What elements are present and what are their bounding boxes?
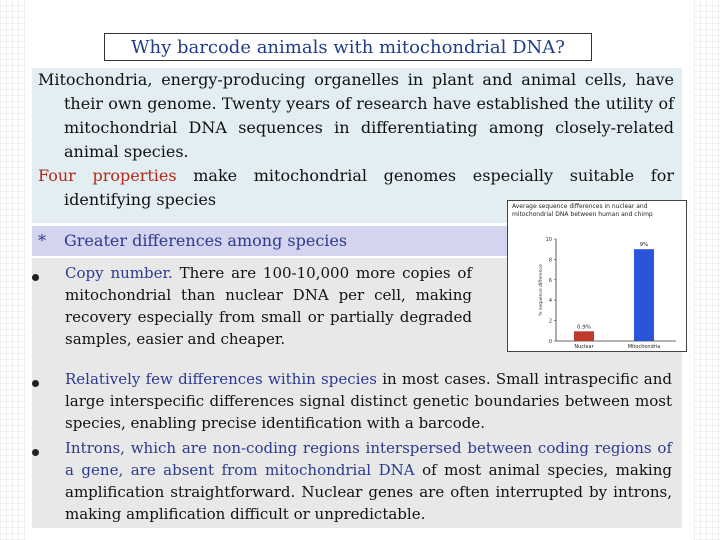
four-properties-highlight: Four properties xyxy=(38,166,177,185)
y-tick-label: 0 xyxy=(548,339,552,345)
y-tick-label: 8 xyxy=(548,257,552,264)
bar-data-label: 9% xyxy=(639,242,649,249)
y-axis-label: % sequence difference xyxy=(539,264,544,316)
category-label: Mitochondria xyxy=(627,344,661,350)
bullet-text: There are 100-10,000 more copies of mitochondrial than nuclear DNA per cell, making recovery especially from small or partially degraded samples, easier and cheaper. xyxy=(65,264,472,348)
right-grid-decoration xyxy=(694,0,720,540)
y-tick-label: 4 xyxy=(548,298,552,305)
bar-mitochondria xyxy=(634,249,654,341)
bullet-dot xyxy=(32,274,39,281)
properties-paragraph-rest: make mitochondrial genomes especially suitable for identifying species xyxy=(64,166,674,209)
sequence-difference-chart xyxy=(507,200,687,352)
bar-nuclear xyxy=(574,331,594,341)
left-grid-decoration xyxy=(0,0,26,540)
bullet-lead: Copy number. xyxy=(65,264,173,282)
bullet-few-differences xyxy=(32,368,672,434)
y-tick-label: 10 xyxy=(545,237,552,243)
bullet-dot xyxy=(32,449,39,456)
band-text: Greater differences among species xyxy=(64,231,348,250)
bullet-introns xyxy=(32,437,672,525)
band-marker: * xyxy=(38,231,46,250)
chart-title: Average sequence differences in nuclear and mitochondrial DNA between human and chimp xyxy=(512,203,653,218)
y-tick-label: 6 xyxy=(548,277,552,284)
bullet-copy-number xyxy=(32,262,472,350)
bar-data-label: 0.9% xyxy=(577,324,591,331)
bullet-lead: Introns, which are non-coding regions interspersed between coding regions of a gene, are absent from mitochondrial DNA xyxy=(65,439,672,479)
category-label: Nuclear xyxy=(574,344,594,350)
bullet-text: in most cases. Small intraspecific and large interspecific differences signal distinct genetic boundaries between most species, enabling precise identification with a barcode. xyxy=(65,370,672,432)
bullet-text: of most animal species, making amplification straightforward. Nuclear genes are often interrupted by introns, making amplification difficult or unpredictable. xyxy=(65,461,672,523)
slide-title: Why barcode animals with mitochondrial DNA? xyxy=(104,33,592,61)
intro-paragraph: Mitochondria, energy-producing organelles in plant and animal cells, have their own genome. Twenty years of research have established the utility of mitochondrial DNA sequences in differentiating among closely-related animal species. xyxy=(38,70,674,161)
bullet-dot xyxy=(32,380,39,387)
chart-plot xyxy=(508,201,686,351)
bullet-lead: Relatively few differences within species xyxy=(65,370,377,388)
y-tick-label: 2 xyxy=(548,318,552,325)
